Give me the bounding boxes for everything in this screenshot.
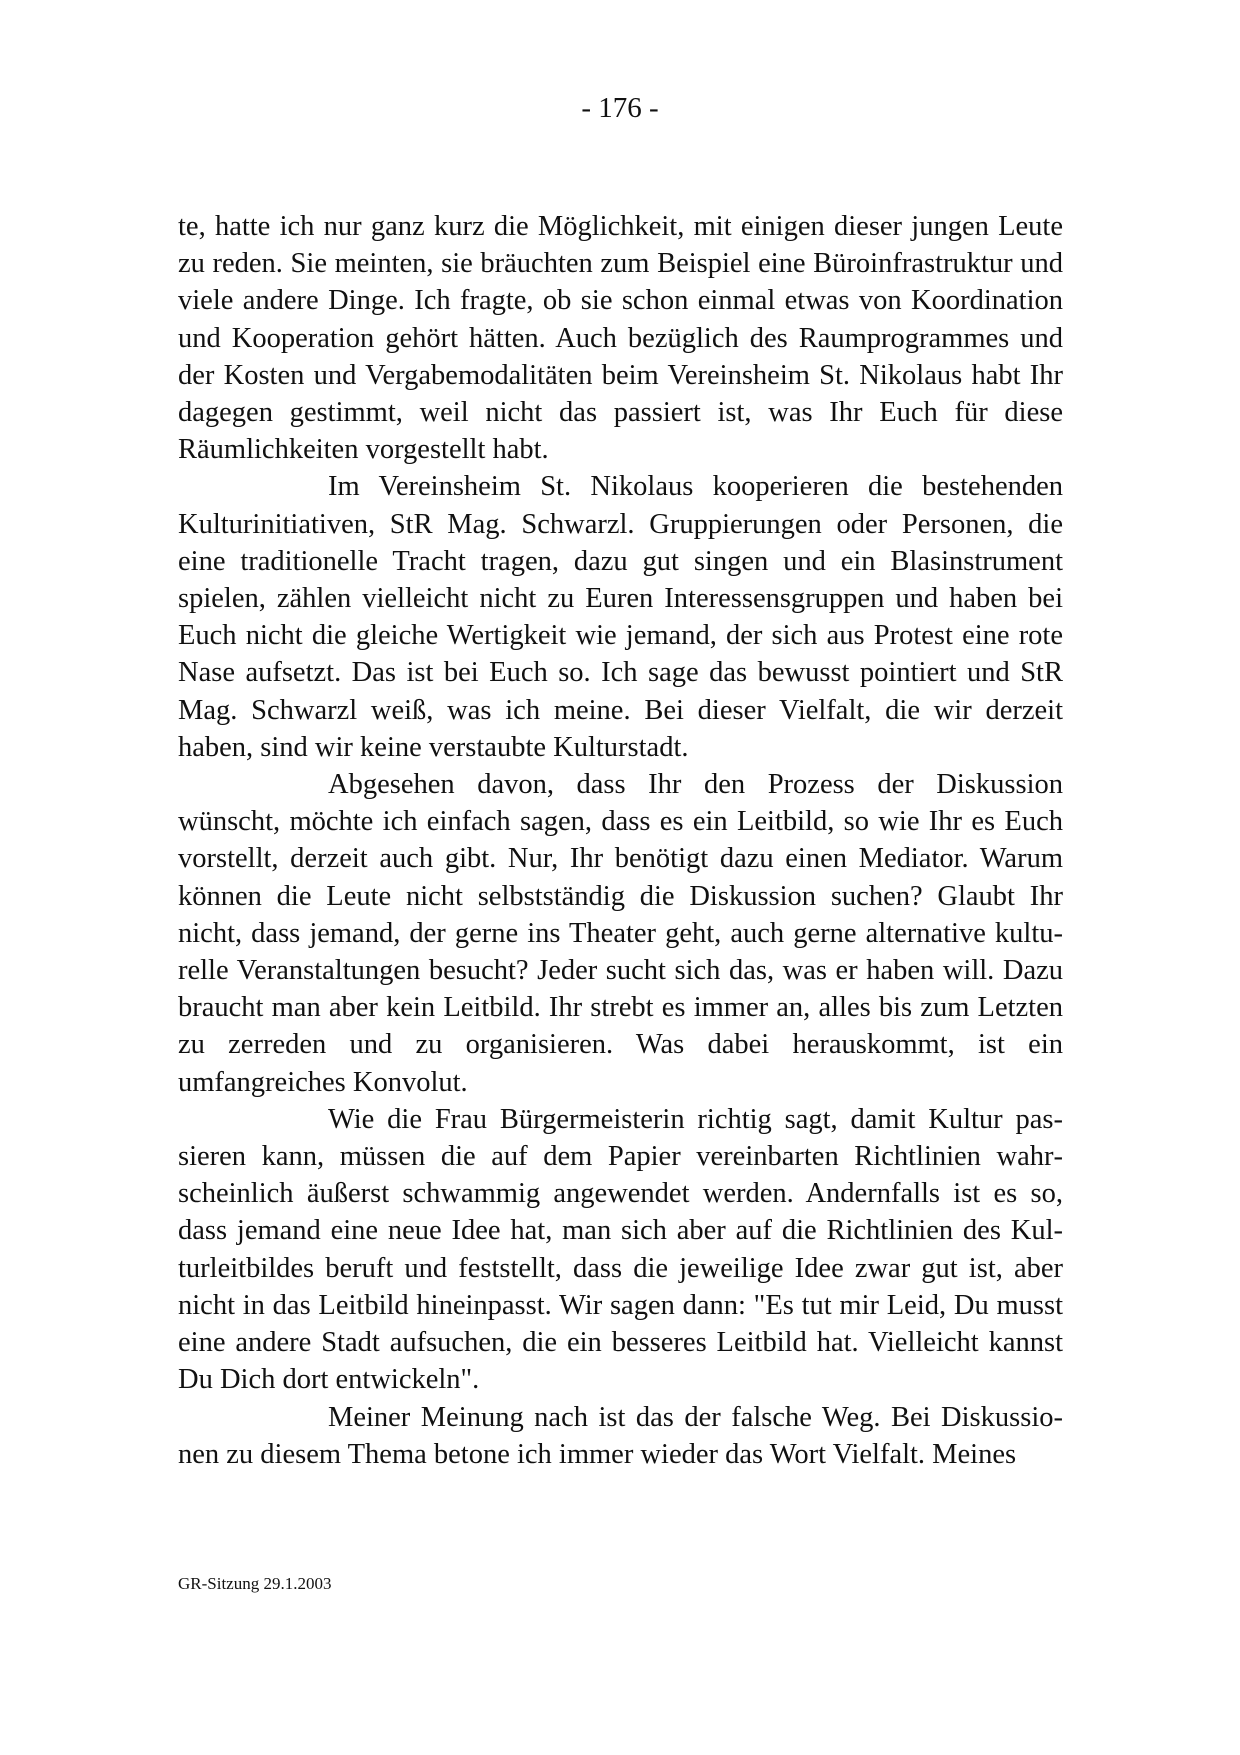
paragraph-5: Meiner Meinung nach ist das der falsche Weg. Bei Diskussionen zu diesem Thema betone ich immer wieder das Wort Vielfalt. Meines bbox=[178, 1401, 1063, 1470]
body-text bbox=[178, 208, 1063, 1473]
page-number: - 176 - bbox=[581, 92, 659, 124]
paragraph-3: Abgesehen davon, dass Ihr den Prozess der Diskussion wünscht, möchte ich einfach sagen, dass es ein Leitbild, so wie Ihr es Euch vorstellt, derzeit auch gibt. Nur, Ihr benötigt dazu einen Mediator. Warum können die Leute nicht selbstständig die Diskussion suchen? Glaubt Ihr nicht, dass jemand, der gerne ins Theater geht, auch gerne alternative kulturelle Veranstaltungen besucht? Jeder sucht sich das, was er haben will. Dazu braucht man aber kein Leitbild. Ihr strebt es immer an, alles bis zum Letzten zu zerreden und zu organisieren. Was dabei herauskommt, ist ein umfangreiches Konvolut. bbox=[178, 769, 1063, 1098]
paragraph-4: Wie die Frau Bürgermeisterin richtig sagt, damit Kultur passieren kann, müssen die auf dem Papier vereinbarten Richtlinien wahrscheinlich äußerst schwammig angewendet werden. Andernfalls ist es so, dass jemand eine neue Idee hat, man sich aber auf die Richtlinien des Kulturleitbildes beruft und feststellt, dass die jeweilige Idee zwar gut ist, aber nicht in das Leitbild hineinpasst. Wir sagen dann: "Es tut mir Leid, Du musst eine andere Stadt aufsuchen, die ein besseres Leitbild hat. Vielleicht kannst Du Dich dort entwickeln". bbox=[178, 1103, 1063, 1396]
paragraph-1: te, hatte ich nur ganz kurz die Möglichkeit, mit einigen dieser jungen Leute zu reden. Sie meinten, sie bräuchten zum Beispiel eine Büroinfrastruktur und viele andere Dinge. Ich fragte, ob sie schon einmal etwas von Koordination und Kooperation gehört hätten. Auch bezüglich des Raumprogrammes und der Kosten und Vergabemodalitäten beim Vereinsheim St. Nikolaus habt Ihr dagegen gestimmt, weil nicht das passiert ist, was Ihr Euch für diese Räumlichkeiten vorgestellt habt. bbox=[178, 211, 1063, 466]
paragraph-2: Im Vereinsheim St. Nikolaus kooperieren die bestehenden Kulturinitiativen, StR Mag. Schwarzl. Gruppierungen oder Personen, die eine traditionelle Tracht tragen, dazu gut singen und ein Blasinstrument spielen, zählen vielleicht nicht zu Euren Interessensgruppen und haben bei Euch nicht die gleiche Wertigkeit wie jemand, der sich aus Protest eine rote Nase aufsetzt. Das ist bei Euch so. Ich sage das bewusst pointiert und StR Mag. Schwarzl weiß, was ich meine. Bei dieser Vielfalt, die wir derzeit haben, sind wir keine verstaubte Kulturstadt. bbox=[178, 471, 1063, 763]
footer-session-date: GR-Sitzung 29.1.2003 bbox=[178, 1574, 332, 1593]
